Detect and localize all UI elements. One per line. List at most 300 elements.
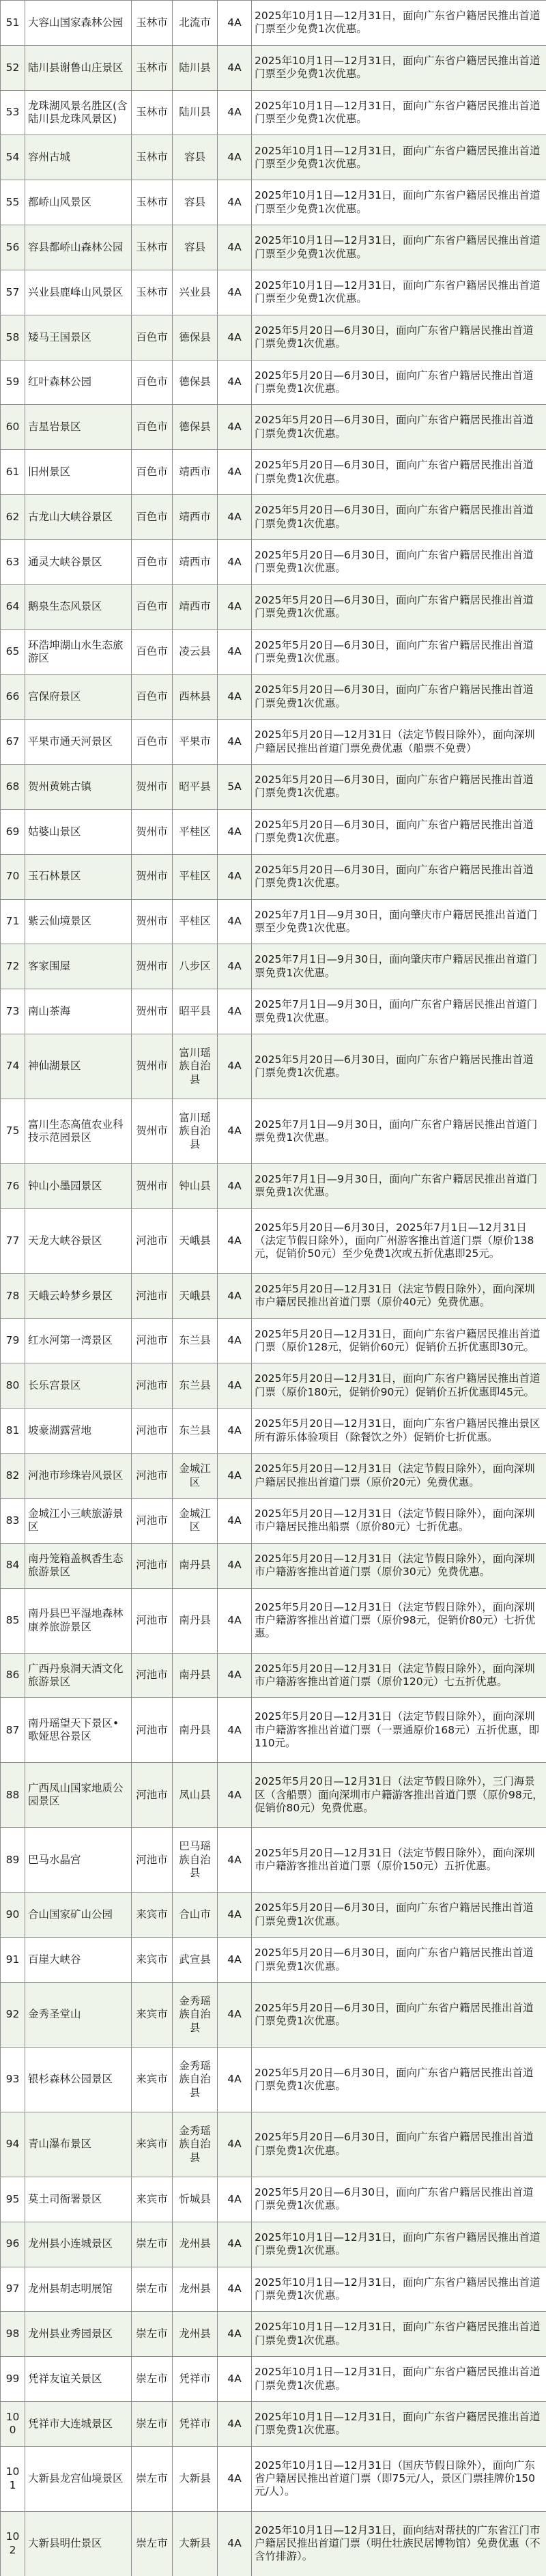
discount-policy: 2025年5月20日—6月30日，面向广东省户籍居民推出首道门票免费1次优惠。	[252, 1938, 546, 1983]
row-number: 94	[1, 2112, 25, 2177]
discount-policy: 2025年5月20日—12月31日（法定节假日除外），面向深圳市户籍游客推出首道门票（原价98元，促销价80元）七折优惠。	[252, 1588, 546, 1653]
discount-policy: 2025年5月20日—6月30日，面向广东省户籍居民推出首道门票免费1次优惠。	[252, 360, 546, 405]
table-row	[1, 584, 546, 629]
discount-policy: 2025年5月20日—6月30日，面向广东省户籍居民推出首道门票免费1次优惠。	[252, 495, 546, 540]
county-name: 容县	[173, 180, 218, 225]
table-row	[1, 2267, 546, 2312]
scenic-spot-name: 广西丹泉洞天酒文化旅游景区	[25, 1653, 132, 1698]
discount-policy: 2025年5月20日—6月30日，面向广东省户籍居民推出首道门票免费1次优惠。	[252, 315, 546, 360]
discount-policy: 2025年10月1日—12月31日（国庆节假日除外），面向广东省户籍居民推出首道门票（即75元/人，景区门票挂牌价150元/人）。	[252, 2446, 546, 2511]
county-name: 凭祥市	[173, 2401, 218, 2446]
grade-badge: 4A	[218, 2267, 252, 2312]
discount-policy: 2025年5月20日—12月31日（法定节假日除外），面向深圳市户籍居民推出船票（原价80元）七折优惠。	[252, 1498, 546, 1543]
grade-badge: 4A	[218, 1653, 252, 1698]
scenic-spot-name: 南丹县巴平湿地森林康养旅游景区	[25, 1588, 132, 1653]
county-name: 金城江区	[173, 1498, 218, 1543]
row-number: 96	[1, 2222, 25, 2267]
county-name: 富川瑶族自治县	[173, 1034, 218, 1099]
discount-policy: 2025年10月1日—12月31日，面向广东省户籍居民推出首道门票至少免费1次优惠。	[252, 90, 546, 135]
grade-badge: 4A	[218, 1543, 252, 1588]
row-number: 75	[1, 1099, 25, 1164]
row-number: 56	[1, 225, 25, 270]
city-name: 贺州市	[132, 1034, 173, 1099]
row-number: 89	[1, 1828, 25, 1893]
row-number: 61	[1, 450, 25, 495]
discount-policy: 2025年5月20日—12月31日（法定节假日除外），面向深圳市户籍居民推出首道门票（原价40元）免费优惠。	[252, 1273, 546, 1318]
discount-policy: 2025年5月20日—6月30日，面向广东省户籍居民推出首道门票免费1次优惠。	[252, 2177, 546, 2222]
grade-badge: 4A	[218, 2222, 252, 2267]
grade-badge: 4A	[218, 450, 252, 495]
city-name: 河池市	[132, 1543, 173, 1588]
city-name: 河池市	[132, 1498, 173, 1543]
discount-policy: 2025年5月20日—6月30日，面向广东省户籍居民推出首道门票免费1次优惠。	[252, 809, 546, 854]
table-row	[1, 1763, 546, 1828]
discount-policy: 2025年10月1日—12月31日，面向广东省户籍居民推出首道门票免费1次优惠。	[252, 2222, 546, 2267]
scenic-spot-name: 神仙湖景区	[25, 1034, 132, 1099]
city-name: 河池市	[132, 1318, 173, 1363]
county-name: 靖西市	[173, 584, 218, 629]
city-name: 百色市	[132, 539, 173, 584]
grade-badge: 4A	[218, 2177, 252, 2222]
county-name: 东兰县	[173, 1409, 218, 1454]
row-number: 88	[1, 1763, 25, 1828]
city-name: 崇左市	[132, 2222, 173, 2267]
scenic-spot-name: 容州古城	[25, 135, 132, 180]
row-number: 100	[1, 2401, 25, 2446]
row-number: 85	[1, 1588, 25, 1653]
row-number: 99	[1, 2357, 25, 2402]
grade-badge: 4A	[218, 1763, 252, 1828]
city-name: 贺州市	[132, 1163, 173, 1208]
row-number: 102	[1, 2511, 25, 2576]
county-name: 金秀瑶族自治县	[173, 2047, 218, 2112]
discount-policy: 2025年5月20日—12月31日（法定节假日除外），面向深圳市户籍游客推出首道门票（原价150元）五折优惠。	[252, 1828, 546, 1893]
grade-badge: 5A	[218, 765, 252, 810]
scenic-spot-name: 旧州景区	[25, 450, 132, 495]
discount-policy: 2025年5月20日—6月30日，2025年7月1日—12月31日（法定节假日除外），面向广州游客推出首道门票（原价138元，促销价50元）至少免费1次或五折优惠即25元。	[252, 1208, 546, 1273]
row-number: 55	[1, 180, 25, 225]
grade-badge: 4A	[218, 2446, 252, 2511]
row-number: 51	[1, 1, 25, 46]
city-name: 玉林市	[132, 90, 173, 135]
discount-policy: 2025年5月20日—12月31日（法定节假日除外），面向深圳户籍居民推出首道门票免费优惠（船票不免费）	[252, 720, 546, 765]
table-row	[1, 1828, 546, 1893]
grade-badge: 4A	[218, 899, 252, 944]
scenic-spot-name: 长乐宫景区	[25, 1363, 132, 1409]
county-name: 富川瑶族自治县	[173, 1099, 218, 1164]
grade-badge: 4A	[218, 1982, 252, 2047]
row-number: 72	[1, 944, 25, 989]
table-row	[1, 495, 546, 540]
table-row	[1, 539, 546, 584]
county-name: 凭祥市	[173, 2357, 218, 2402]
grade-badge: 4A	[218, 1163, 252, 1208]
row-number: 58	[1, 315, 25, 360]
grade-badge: 4A	[218, 1208, 252, 1273]
city-name: 玉林市	[132, 270, 173, 315]
scenic-spot-name: 大新县龙宫仙境景区	[25, 2446, 132, 2511]
county-name: 龙州县	[173, 2222, 218, 2267]
grade-badge: 4A	[218, 944, 252, 989]
scenic-spot-name: 红水河第一湾景区	[25, 1318, 132, 1363]
city-name: 来宾市	[132, 1893, 173, 1938]
table-row	[1, 1543, 546, 1588]
county-name: 南丹县	[173, 1543, 218, 1588]
row-number: 70	[1, 854, 25, 899]
scenic-spot-name: 南山茶海	[25, 989, 132, 1034]
grade-badge: 4A	[218, 675, 252, 720]
row-number: 90	[1, 1893, 25, 1938]
table-row	[1, 1498, 546, 1543]
county-name: 大新县	[173, 2511, 218, 2576]
city-name: 河池市	[132, 1273, 173, 1318]
city-name: 河池市	[132, 1588, 173, 1653]
grade-badge: 4A	[218, 720, 252, 765]
row-number: 57	[1, 270, 25, 315]
row-number: 92	[1, 1982, 25, 2047]
discount-policy: 2025年5月20日—12月31日（法定节假日除外），三门海景区（含船票）面向深圳市户籍游客推出首道门票（原价98元，促销价80元）免费优惠。	[252, 1763, 546, 1828]
table-row	[1, 450, 546, 495]
county-name: 龙州县	[173, 2312, 218, 2357]
city-name: 河池市	[132, 1828, 173, 1893]
city-name: 百色市	[132, 360, 173, 405]
county-name: 容县	[173, 225, 218, 270]
city-name: 崇左市	[132, 2511, 173, 2576]
scenic-spot-name: 客家围屋	[25, 944, 132, 989]
scenic-spot-name: 红叶森林公园	[25, 360, 132, 405]
discount-policy: 2025年5月20日—12月31日（法定节假日除外），面向深圳市户籍游客推出首道门票（一票通原价168元）五折优惠，即110元。	[252, 1698, 546, 1763]
county-name: 凌云县	[173, 629, 218, 675]
row-number: 77	[1, 1208, 25, 1273]
discount-policy: 2025年5月20日—6月30日，面向广东省户籍居民推出首道门票免费1次优惠。	[252, 2112, 546, 2177]
row-number: 93	[1, 2047, 25, 2112]
county-name: 平桂区	[173, 809, 218, 854]
row-number: 84	[1, 1543, 25, 1588]
city-name: 崇左市	[132, 2357, 173, 2402]
grade-badge: 4A	[218, 1, 252, 46]
scenic-spot-name: 大新县明仕景区	[25, 2511, 132, 2576]
scenic-spot-name: 玉石林景区	[25, 854, 132, 899]
table-row	[1, 765, 546, 810]
row-number: 65	[1, 629, 25, 675]
discount-policy: 2025年10月1日—12月31日，面向广东省户籍居民推出首道门票免费1次优惠。	[252, 2401, 546, 2446]
city-name: 贺州市	[132, 765, 173, 810]
table-row	[1, 809, 546, 854]
city-name: 贺州市	[132, 1099, 173, 1164]
row-number: 62	[1, 495, 25, 540]
scenic-spot-name: 百崖大峡谷	[25, 1938, 132, 1983]
table-row	[1, 2312, 546, 2357]
grade-badge: 4A	[218, 180, 252, 225]
grade-badge: 4A	[218, 1454, 252, 1499]
grade-badge: 4A	[218, 2357, 252, 2402]
county-name: 平桂区	[173, 899, 218, 944]
discount-policy: 2025年5月20日—6月30日，面向广东省户籍居民推出首道门票免费1次优惠。	[252, 854, 546, 899]
grade-badge: 4A	[218, 2511, 252, 2576]
table-row	[1, 1982, 546, 2047]
county-name: 德保县	[173, 315, 218, 360]
city-name: 百色市	[132, 629, 173, 675]
scenic-spot-name: 富川生态高值农业科技示范园景区	[25, 1099, 132, 1164]
county-name: 东兰县	[173, 1318, 218, 1363]
table-row	[1, 1409, 546, 1454]
row-number: 66	[1, 675, 25, 720]
row-number: 86	[1, 1653, 25, 1698]
discount-policy: 2025年5月20日—6月30日，面向广东省户籍居民推出首道门票免费1次优惠。	[252, 450, 546, 495]
city-name: 玉林市	[132, 225, 173, 270]
table-row	[1, 1588, 546, 1653]
county-name: 陆川县	[173, 90, 218, 135]
county-name: 龙州县	[173, 2267, 218, 2312]
city-name: 贺州市	[132, 899, 173, 944]
county-name: 金城江区	[173, 1454, 218, 1499]
table-row	[1, 45, 546, 90]
table-row	[1, 899, 546, 944]
table-row	[1, 2222, 546, 2267]
county-name: 天峨县	[173, 1208, 218, 1273]
grade-badge: 4A	[218, 2312, 252, 2357]
table-row	[1, 2177, 546, 2222]
scenic-spot-name: 龙州县业秀园景区	[25, 2312, 132, 2357]
table-row	[1, 1318, 546, 1363]
row-number: 80	[1, 1363, 25, 1409]
city-name: 百色市	[132, 675, 173, 720]
table-row	[1, 225, 546, 270]
county-name: 靖西市	[173, 495, 218, 540]
scenic-spot-name: 莫土司衙署景区	[25, 2177, 132, 2222]
grade-badge: 4A	[218, 2112, 252, 2177]
county-name: 西林县	[173, 675, 218, 720]
grade-badge: 4A	[218, 1498, 252, 1543]
grade-badge: 4A	[218, 90, 252, 135]
county-name: 合山市	[173, 1893, 218, 1938]
city-name: 河池市	[132, 1208, 173, 1273]
discount-policy: 2025年5月20日—12月31日（法定节假日除外），面向深圳户籍居民推出首道门票（原价20元）免费优惠。	[252, 1454, 546, 1499]
table-row	[1, 1938, 546, 1983]
table-row	[1, 1, 546, 46]
scenic-spot-name: 陆川县谢鲁山庄景区	[25, 45, 132, 90]
table-row	[1, 1273, 546, 1318]
table-row	[1, 2357, 546, 2402]
table-row	[1, 720, 546, 765]
row-number: 68	[1, 765, 25, 810]
grade-badge: 4A	[218, 809, 252, 854]
grade-badge: 4A	[218, 1409, 252, 1454]
scenic-spot-name: 环浩坤湖山水生态旅游区	[25, 629, 132, 675]
row-number: 98	[1, 2312, 25, 2357]
discount-policy: 2025年7月1日—9月30日，面向广东省户籍居民推出首道门票免费1次优惠。	[252, 1163, 546, 1208]
scenic-spot-name: 鹅泉生态风景区	[25, 584, 132, 629]
county-name: 北流市	[173, 1, 218, 46]
county-name: 东兰县	[173, 1363, 218, 1409]
county-name: 南丹县	[173, 1653, 218, 1698]
row-number: 101	[1, 2446, 25, 2511]
city-name: 百色市	[132, 720, 173, 765]
table-row	[1, 2112, 546, 2177]
discount-policy: 2025年10月1日—12月31日，面向广东省户籍居民推出首道门票免费1次优惠。	[252, 2357, 546, 2402]
grade-badge: 4A	[218, 1893, 252, 1938]
discount-policy: 2025年5月20日—6月30日，面向广东省户籍居民推出首道门票免费1次优惠。	[252, 765, 546, 810]
discount-policy: 2025年7月1日—9月30日，面向肇庆市户籍居民推出首道门票至少免费1次优惠。	[252, 899, 546, 944]
grade-badge: 4A	[218, 539, 252, 584]
scenic-spot-name: 吉星岩景区	[25, 405, 132, 450]
discount-policy: 2025年5月20日—6月30日，面向广东省户籍居民推出首道门票免费1次优惠。	[252, 675, 546, 720]
discount-policy: 2025年7月1日—9月30日，面向广东省户籍居民推出首道门票免费1次优惠。	[252, 1099, 546, 1164]
grade-badge: 4A	[218, 629, 252, 675]
grade-badge: 4A	[218, 225, 252, 270]
city-name: 河池市	[132, 1698, 173, 1763]
scenic-spot-name: 南丹笼箱盖枫香生态旅游景区	[25, 1543, 132, 1588]
discount-policy: 2025年10月1日—12月31日，面向广东省户籍居民推出首道门票至少免费1次优惠。	[252, 270, 546, 315]
scenic-spot-name: 凭祥市大连城景区	[25, 2401, 132, 2446]
city-name: 玉林市	[132, 135, 173, 180]
scenic-spot-name: 龙州县小连城景区	[25, 2222, 132, 2267]
city-name: 贺州市	[132, 989, 173, 1034]
grade-badge: 4A	[218, 495, 252, 540]
city-name: 百色市	[132, 495, 173, 540]
county-name: 凤山县	[173, 1763, 218, 1828]
discount-policy: 2025年5月20日—6月30日，面向广东省户籍居民推出首道门票免费1次优惠。	[252, 405, 546, 450]
discount-policy: 2025年10月1日—12月31日，面向广东省户籍居民推出首道门票至少免费1次优惠。	[252, 1, 546, 46]
table-row	[1, 2401, 546, 2446]
county-name: 容县	[173, 135, 218, 180]
grade-badge: 4A	[218, 360, 252, 405]
city-name: 来宾市	[132, 1982, 173, 2047]
county-name: 南丹县	[173, 1588, 218, 1653]
scenic-spot-name: 凭祥友谊关景区	[25, 2357, 132, 2402]
grade-badge: 4A	[218, 989, 252, 1034]
county-name: 昭平县	[173, 765, 218, 810]
table-row	[1, 1208, 546, 1273]
table-row	[1, 1698, 546, 1763]
scenic-spot-name: 龙州县胡志明展馆	[25, 2267, 132, 2312]
row-number: 78	[1, 1273, 25, 1318]
county-name: 天峨县	[173, 1273, 218, 1318]
table-body	[1, 1, 546, 2576]
discount-policy: 2025年10月1日—12月31日，面向广东省户籍居民推出首道门票至少免费1次优惠。	[252, 135, 546, 180]
discount-policy: 2025年5月20日—6月30日，面向广东省户籍居民推出首道门票免费1次优惠。	[252, 2047, 546, 2112]
row-number: 97	[1, 2267, 25, 2312]
scenic-spot-name: 龙珠湖风景名胜区(含陆川县龙珠风景区)	[25, 90, 132, 135]
city-name: 玉林市	[132, 45, 173, 90]
table-row	[1, 270, 546, 315]
row-number: 91	[1, 1938, 25, 1983]
county-name: 武宣县	[173, 1938, 218, 1983]
scenic-spot-name: 紫云仙境景区	[25, 899, 132, 944]
city-name: 贺州市	[132, 854, 173, 899]
city-name: 河池市	[132, 1454, 173, 1499]
scenic-spot-name: 宫保府景区	[25, 675, 132, 720]
county-name: 靖西市	[173, 450, 218, 495]
table-row	[1, 1893, 546, 1938]
row-number: 87	[1, 1698, 25, 1763]
discount-policy: 2025年5月20日—6月30日，面向广东省户籍居民推出首道门票免费1次优惠。	[252, 1034, 546, 1099]
grade-badge: 4A	[218, 315, 252, 360]
scenic-spot-name: 河池市珍珠岩风景区	[25, 1454, 132, 1499]
county-name: 忻城县	[173, 2177, 218, 2222]
scenic-spot-name: 南丹瑶望天下景区•歌娅思谷景区	[25, 1698, 132, 1763]
scenic-spot-name: 钟山小墨园景区	[25, 1163, 132, 1208]
row-number: 82	[1, 1454, 25, 1499]
county-name: 陆川县	[173, 45, 218, 90]
city-name: 河池市	[132, 1653, 173, 1698]
scenic-spot-name: 银杉森林公园景区	[25, 2047, 132, 2112]
discount-policy: 2025年10月1日—12月31日，面向广东省户籍居民推出首道门票至少免费1次优惠。	[252, 45, 546, 90]
row-number: 74	[1, 1034, 25, 1099]
city-name: 百色市	[132, 405, 173, 450]
table-row	[1, 1034, 546, 1099]
county-name: 靖西市	[173, 539, 218, 584]
city-name: 崇左市	[132, 2446, 173, 2511]
scenic-spot-name: 坡豪湖露营地	[25, 1409, 132, 1454]
discount-policy: 2025年5月20日—12月31日，面向广东省户籍居民推出首道门票（原价128元，促销价60元）促销价五折优惠即30元。	[252, 1318, 546, 1363]
county-name: 金秀瑶族自治县	[173, 1982, 218, 2047]
table-row	[1, 1454, 546, 1499]
scenic-spot-name: 容县都峤山森林公园	[25, 225, 132, 270]
table-row	[1, 405, 546, 450]
grade-badge: 4A	[218, 1938, 252, 1983]
city-name: 来宾市	[132, 1938, 173, 1983]
discount-policy: 2025年5月20日—12月31日（法定节假日除外），面向深圳市户籍游客推出首道门票（原价120元）七五折优惠。	[252, 1653, 546, 1698]
table-row	[1, 135, 546, 180]
row-number: 73	[1, 989, 25, 1034]
city-name: 百色市	[132, 584, 173, 629]
grade-badge: 4A	[218, 1034, 252, 1099]
county-name: 德保县	[173, 405, 218, 450]
table-row	[1, 1653, 546, 1698]
table-row	[1, 629, 546, 675]
row-number: 63	[1, 539, 25, 584]
discount-policy: 2025年5月20日—6月30日，面向广东省户籍居民推出首道门票免费1次优惠。	[252, 584, 546, 629]
discount-policy: 2025年10月1日—12月31日，面向广东省户籍居民推出首道门票免费1次优惠。	[252, 2312, 546, 2357]
table-row	[1, 944, 546, 989]
county-name: 兴业县	[173, 270, 218, 315]
discount-policy: 2025年5月20日—6月30日，面向广东省户籍居民推出首道门票免费1次优惠。	[252, 1893, 546, 1938]
discount-policy: 2025年10月1日—12月31日，面向广东省户籍居民推出首道门票免费1次优惠。	[252, 2267, 546, 2312]
row-number: 64	[1, 584, 25, 629]
scenic-spot-name: 贺州黄姚古镇	[25, 765, 132, 810]
city-name: 玉林市	[132, 180, 173, 225]
grade-badge: 4A	[218, 1588, 252, 1653]
table-row	[1, 989, 546, 1034]
city-name: 百色市	[132, 315, 173, 360]
row-number: 71	[1, 899, 25, 944]
table-row	[1, 2446, 546, 2511]
grade-badge: 4A	[218, 135, 252, 180]
scenic-spot-name: 金秀圣堂山	[25, 1982, 132, 2047]
discount-policy: 2025年10月1日—12月31日，面向广东省户籍居民推出首道门票至少免费1次优惠。	[252, 180, 546, 225]
grade-badge: 4A	[218, 1318, 252, 1363]
scenic-spot-name: 天峨云岭梦乡景区	[25, 1273, 132, 1318]
scenic-spot-name: 天龙大峡谷景区	[25, 1208, 132, 1273]
row-number: 67	[1, 720, 25, 765]
row-number: 81	[1, 1409, 25, 1454]
table-row	[1, 1163, 546, 1208]
city-name: 来宾市	[132, 2177, 173, 2222]
grade-badge: 4A	[218, 2047, 252, 2112]
row-number: 60	[1, 405, 25, 450]
grade-badge: 4A	[218, 1698, 252, 1763]
table-row	[1, 90, 546, 135]
county-name: 昭平县	[173, 989, 218, 1034]
city-name: 来宾市	[132, 2112, 173, 2177]
discount-policy: 2025年7月1日—9月30日，面向肇庆市户籍居民推出首道门票免费1次优惠。	[252, 944, 546, 989]
county-name: 平桂区	[173, 854, 218, 899]
row-number: 54	[1, 135, 25, 180]
county-name: 钟山县	[173, 1163, 218, 1208]
row-number: 83	[1, 1498, 25, 1543]
scenic-spot-name: 都峤山风景区	[25, 180, 132, 225]
